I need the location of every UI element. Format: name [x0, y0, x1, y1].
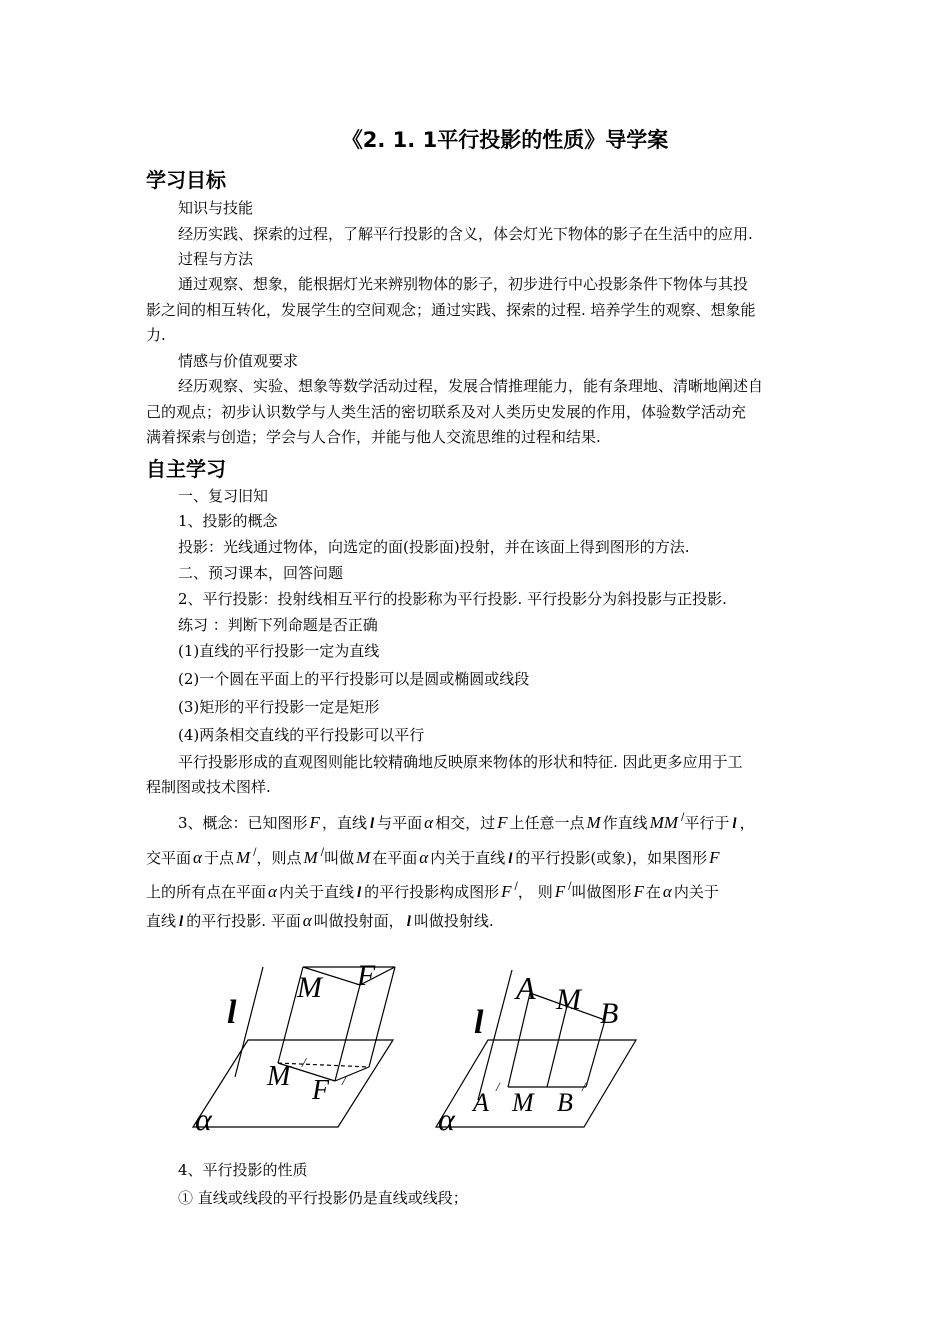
figure-projection-segment — [430, 955, 650, 1140]
concept-line-3: 上的所有点在平面 α 内关于直线 l 的平行投影构成图形 F /， 则 F /叫做图形 F 在 α 内关于 — [146, 881, 719, 901]
svg-text:/: / — [302, 1056, 306, 1071]
exercise-item: (4)两条相交直线的平行投影可以平行 — [178, 726, 425, 744]
label-M-prime: M — [512, 1088, 534, 1117]
subheading-process: 过程与方法 — [178, 250, 254, 268]
exercise-heading: 练习 ：判断下列命题是否正确 — [178, 616, 378, 634]
page-title: 《2. 1. 1平行投影的性质》导学案 — [341, 128, 669, 152]
properties-heading: 4、平行投影的性质 — [178, 1161, 308, 1179]
label-B: B — [600, 997, 619, 1030]
step-preview: 二、预习课本，回答问题 — [178, 564, 344, 582]
exercise-item: (2)一个圆在平面上的平行投影可以是圆或椭圆或线段 — [178, 670, 530, 688]
step-review: 一、复习旧知 — [178, 487, 269, 505]
paragraph-emotion-line: 满着探索与创造；学会与人合作，并能与他人交流思维的过程和结果. — [146, 428, 601, 446]
paragraph-process-line: 力. — [146, 326, 166, 344]
label-F: F — [357, 959, 376, 992]
svg-text:/: / — [582, 1079, 586, 1094]
line-l — [235, 967, 263, 1077]
label-A: A — [516, 970, 536, 1006]
figure-projection-triangle — [185, 955, 415, 1140]
concept-line-4: 直线 l 的平行投影. 平面 α 叫做投射面， l 叫做投射线. — [146, 911, 494, 930]
exercise-item: (1)直线的平行投影一定为直线 — [178, 642, 380, 660]
paragraph-process-line: 通过观察、想象，能根据灯光来辨别物体的影子，初步进行中心投影条件下物体与其投 — [178, 275, 749, 293]
label-l: l — [227, 994, 237, 1031]
paragraph-emotion-line: 经历观察、实验、想象等数学活动过程，发展合情推理能力，能有条理地、清晰地阐述自 — [178, 377, 764, 395]
label-M: M — [297, 971, 322, 1004]
concept-line-1: 3、概念：已知图形 F ，直线 l 与平面 α 相交，过 F 上任意一点 M 作直线 MM /平行于 l ， — [178, 812, 755, 832]
subheading-knowledge: 知识与技能 — [178, 199, 254, 217]
label-M: M — [556, 983, 581, 1016]
paragraph-application-line: 程制图或技术图样. — [146, 778, 271, 796]
label-B-prime: B — [557, 1088, 573, 1117]
parallel-projection-definition: 2、平行投影：投射线相互平行的投影称为平行投影. 平行投影分为斜投影与正投影. — [178, 590, 727, 608]
label-A-prime: A — [473, 1088, 489, 1117]
plane-alpha — [436, 1040, 636, 1127]
svg-text:/: / — [342, 1074, 346, 1089]
label-alpha: α — [438, 1101, 455, 1137]
paragraph-emotion-line: 己的观点；初步认识数学与人类生活的密切联系及对人类历史发展的作用，体验数学活动充 — [146, 403, 747, 421]
label-l: l — [474, 1004, 484, 1041]
concept-line-2: 交平面 α 于点 M /，则点 M /叫做 M 在平面 α 内关于直线 l 的平行投影(或象)，如果图形 F — [146, 847, 720, 867]
subheading-emotion: 情感与价值观要求 — [178, 352, 299, 370]
paragraph-process-line: 影之间的相互转化，发展学生的空间观念；通过实践、探索的过程. 培养学生的观察、想象能 — [146, 301, 756, 319]
exercise-item: (3)矩形的平行投影一定是矩形 — [178, 698, 380, 716]
section-heading-objectives: 学习目标 — [146, 168, 226, 192]
projection-definition: 投影：光线通过物体，向选定的面(投影面)投射，并在该面上得到图形的方法. — [178, 538, 690, 556]
paragraph-application-line: 平行投影形成的直观图则能比较精确地反映原来物体的形状和特征. 因此更多应用于工 — [178, 753, 743, 771]
step-concept: 1、投影的概念 — [178, 512, 278, 530]
property-item-1: ① 直线或线段的平行投影仍是直线或线段； — [178, 1189, 468, 1207]
plane-alpha — [193, 1040, 393, 1127]
label-alpha: α — [195, 1101, 212, 1137]
label-M-prime: M — [267, 1061, 291, 1092]
label-F-prime: F — [312, 1075, 330, 1106]
section-heading-self-study: 自主学习 — [146, 457, 226, 481]
svg-text:/: / — [496, 1079, 500, 1094]
paragraph-knowledge: 经历实践、探索的过程，了解平行投影的含义，体会灯光下物体的影子在生活中的应用. — [178, 225, 753, 243]
